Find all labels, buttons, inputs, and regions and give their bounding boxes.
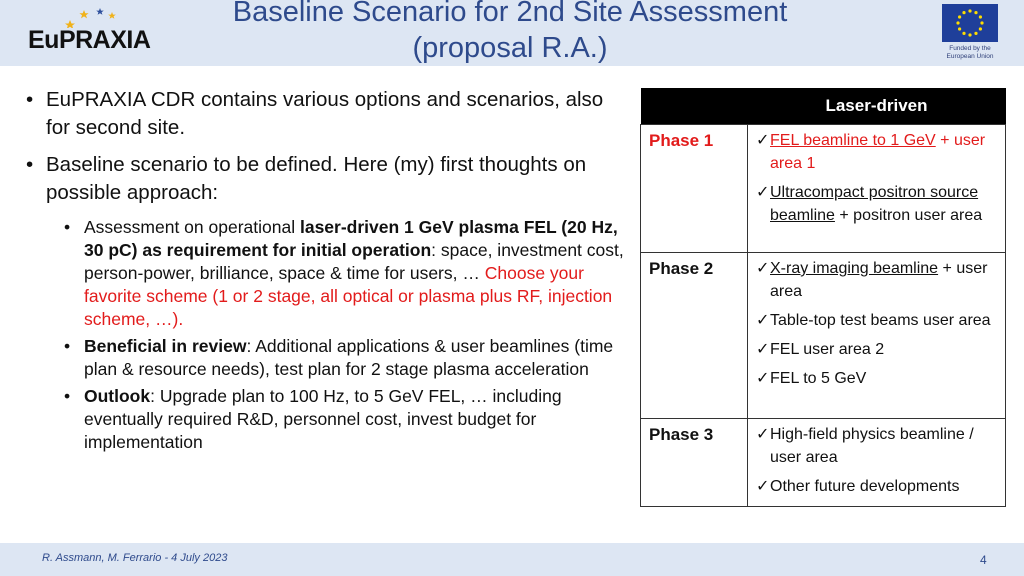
laser-driven-header: Laser-driven: [748, 88, 1006, 125]
funded-line-1: Funded by the: [949, 45, 991, 52]
table-header-row: [641, 88, 1006, 125]
positron-beamline-rest: + positron user area: [834, 207, 983, 224]
header-empty-cell: [641, 88, 748, 125]
check-icon: ✓: [756, 370, 770, 387]
bullet-cdr: • EuPRAXIA CDR contains various options and scenarios, also for second site.: [24, 86, 624, 142]
fel-beamline-rest: + user area 1: [770, 132, 986, 172]
eu-flag-icon: [942, 4, 998, 42]
check-icon: ✓: [756, 341, 770, 358]
sub-bullet-beneficial: [24, 335, 624, 381]
check-icon: ✓: [756, 132, 770, 149]
high-field-item: High-field physics beamline / user area: [770, 426, 974, 466]
xray-beamline-link[interactable]: X-ray imaging beamline: [770, 260, 939, 277]
phase-1-label: Phase 1: [641, 125, 748, 253]
list-item: [756, 475, 999, 498]
table-row: [641, 125, 1006, 253]
positron-beamline-link[interactable]: Ultracompact positron source beamline: [770, 184, 979, 224]
phase-3-label: Phase 3: [641, 419, 748, 507]
list-item: [756, 129, 999, 175]
check-icon: ✓: [756, 184, 770, 201]
funded-line-2: European Union: [946, 53, 994, 60]
fel-5gev-item: FEL to 5 GeV: [770, 370, 867, 387]
table-row: [641, 253, 1006, 419]
tabletop-item: Table-top test beams user area: [770, 312, 991, 329]
list-item: [756, 309, 999, 332]
funded-by-eu-label: [932, 45, 1008, 61]
check-icon: ✓: [756, 478, 770, 495]
list-item: [756, 423, 999, 469]
list-item: [756, 181, 999, 227]
assessment-red-note: Choose your favorite scheme (1 or 2 stage, all optical or plasma plus RF, injection scheme, …).: [84, 263, 613, 329]
assessment-text: Assessment on operational: [84, 217, 300, 237]
list-item: [756, 257, 999, 303]
page-number: 4: [980, 553, 987, 567]
list-item: [756, 338, 999, 361]
logo-text: EuPRAXIA: [28, 26, 151, 54]
sub-bullet-outlook: [24, 385, 624, 454]
phase-2-items: [748, 253, 1006, 419]
phase-1-items: [748, 125, 1006, 253]
outlook-text: : Upgrade plan to 100 Hz, to 5 GeV FEL, … including eventually required R&D, personnel cost, invest budget for implementation: [84, 386, 562, 452]
outlook-bold: Outlook: [84, 386, 151, 406]
assessment-text-2: : space, investment cost, person-power, brilliance, space & time for users, …: [84, 240, 624, 283]
title-line-2: (proposal R.A.): [412, 32, 608, 64]
check-icon: ✓: [756, 260, 770, 277]
fel-beamline-link[interactable]: FEL beamline to 1 GeV: [770, 132, 936, 149]
check-icon: ✓: [756, 312, 770, 329]
beneficial-bold: Beneficial in review: [84, 336, 247, 356]
header-bar: [0, 0, 1024, 66]
future-developments-item: Other future developments: [770, 478, 960, 495]
title-line-1: Baseline Scenario for 2nd Site Assessment: [232, 0, 788, 28]
bullet-baseline: • Baseline scenario to be defined. Here (my) first thoughts on possible approach:: [24, 151, 624, 207]
page-title: [160, 0, 860, 66]
footer-bar: [0, 543, 1024, 576]
phase-3-items: [748, 419, 1006, 507]
phases-table: [640, 88, 1006, 507]
sub-bullet-assessment: [24, 216, 624, 331]
eupraxia-logo: [28, 6, 158, 60]
bullet-list: [24, 86, 624, 458]
list-item: [756, 367, 999, 390]
fel-user-area-2-item: FEL user area 2: [770, 341, 885, 358]
table-row: [641, 419, 1006, 507]
footer-authors: R. Assmann, M. Ferrario - 4 July 2023: [42, 552, 228, 564]
xray-beamline-rest: + user area: [770, 260, 988, 300]
beneficial-text: : Additional applications & user beamlines (time plan & resource needs), test plan for 2 stage plasma acceleration: [84, 336, 614, 379]
check-icon: ✓: [756, 426, 770, 443]
phase-2-label: Phase 2: [641, 253, 748, 419]
logo-stars-icon: [62, 6, 122, 28]
assessment-bold: laser-driven 1 GeV plasma FEL (20 Hz, 30 pC) as requirement for initial operation: [84, 217, 618, 260]
